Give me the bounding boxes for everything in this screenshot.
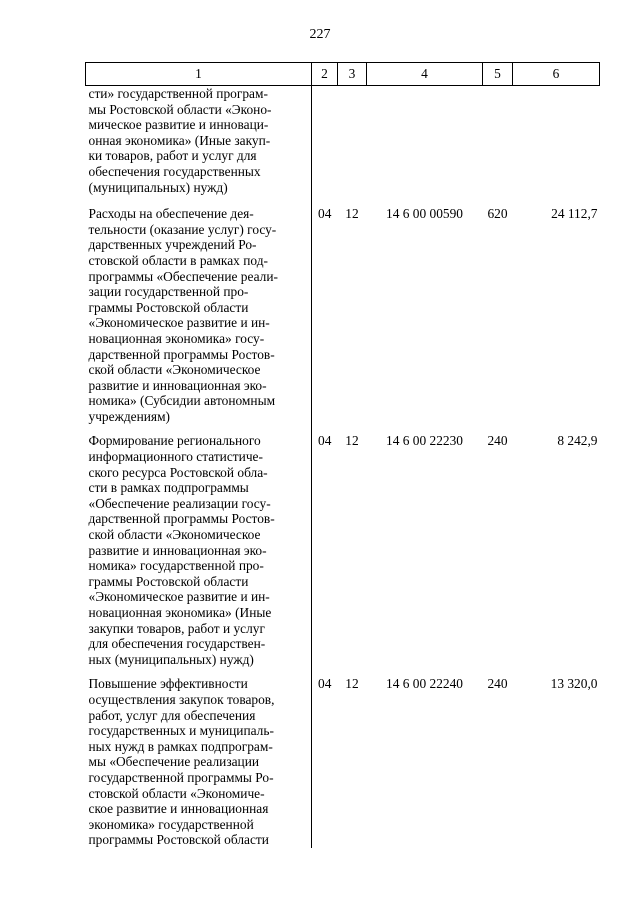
column-header-4: 4	[367, 63, 483, 86]
page-number: 227	[309, 27, 331, 42]
row-subsection	[338, 86, 367, 207]
table-row	[86, 86, 600, 207]
column-header-3: 3	[338, 63, 367, 86]
row-name: Формирование регионального информационного статистиче- ского ресурса Ростовской обла- сти в рамках подпрограммы «Обеспечение реализации госу- дарственной программы Ростов- ской области «Экономическое развитие и инновационная эко- номика» государственной про- граммы Ростовской области «Экономическое развитие и ин- новационная экономика» (Иные закупки товаров, работ и услуг для обеспечения государствен- ных (муниципальных) нужд)	[86, 433, 312, 676]
row-expense-type: 240	[487, 676, 508, 692]
table-row	[86, 676, 600, 848]
row-target-code	[367, 86, 483, 207]
row-target-code: 14 6 00 00590	[386, 206, 463, 222]
row-section: 04	[318, 433, 332, 449]
row-target-code: 14 6 00 22230	[386, 433, 463, 449]
row-section	[312, 86, 338, 207]
row-expense-type: 240	[487, 433, 508, 449]
row-subsection: 12	[345, 206, 359, 222]
row-subsection: 12	[345, 433, 359, 449]
column-header-1: 1	[86, 63, 312, 86]
row-name: Повышение эффективности осуществления закупок товаров, работ, услуг для обеспечения государственных и муниципаль- ных нужд в рамках подпрограм- мы «Обеспечение реализации государственной программы Ро- стовской области «Экономиче- ское развитие и инновационная экономика» государственной программы Ростовской области	[86, 676, 312, 848]
row-amount: 8 242,9	[557, 433, 598, 449]
row-expense-type	[483, 86, 513, 207]
row-section: 04	[318, 676, 332, 692]
table-row	[86, 206, 600, 433]
column-header-6: 6	[513, 63, 600, 86]
budget-table	[85, 62, 600, 848]
table-header-row	[86, 63, 600, 86]
row-section: 04	[318, 206, 332, 222]
row-expense-type: 620	[487, 206, 508, 222]
row-amount: 24 112,7	[551, 206, 598, 222]
column-header-2: 2	[312, 63, 338, 86]
row-name: Расходы на обеспечение дея- тельности (оказание услуг) госу- дарственных учреждений Ро- стовской области в рамках под- программы «Обеспечение реали- зации государственной про- граммы Ростовской области «Экономическое развитие и ин- новационная экономика» госу- дарственной программы Ростов- ской области «Экономическое развитие и инновационная эко- номика» (Субсидии автономным учреждениям)	[86, 206, 312, 433]
row-name: сти» государственной програм- мы Ростовской области «Эконо- мическое развитие и инноваци- онная экономика» (Иные закуп- ки товаров, работ и услуг для обеспечения государственных (муниципальных) нужд)	[86, 86, 312, 207]
row-subsection: 12	[345, 676, 359, 692]
row-amount	[513, 86, 600, 207]
table-row	[86, 433, 600, 676]
row-amount: 13 320,0	[550, 676, 598, 692]
row-target-code: 14 6 00 22240	[386, 676, 463, 692]
column-header-5: 5	[483, 63, 513, 86]
